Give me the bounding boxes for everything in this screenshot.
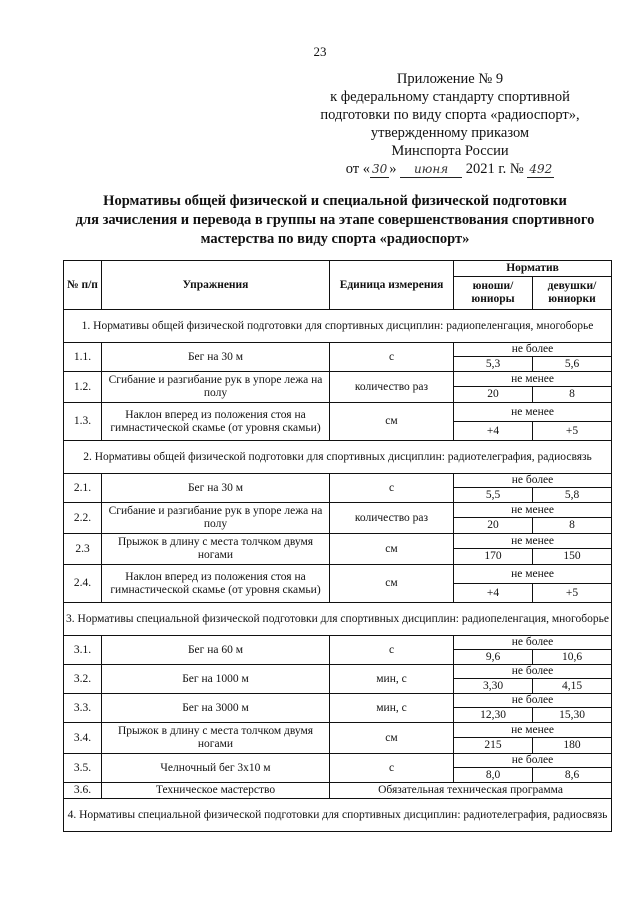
value-girls: 4,15 xyxy=(533,679,612,694)
value-girls: +5 xyxy=(533,584,612,603)
value-girls: 5,6 xyxy=(533,357,612,372)
value-boys: 5,3 xyxy=(454,357,533,372)
row-num: 3.6. xyxy=(64,783,102,799)
special-row xyxy=(64,783,612,799)
norm-row xyxy=(64,474,612,488)
row-condition: не менее xyxy=(454,503,612,518)
row-unit: с xyxy=(330,474,454,503)
appendix-line: подготовки по виду спорта «радиоспорт», xyxy=(320,107,580,123)
row-num: 2.3 xyxy=(64,534,102,565)
norm-row xyxy=(64,565,612,584)
row-exercise: Прыжок в длину с места толчком двумя ногами xyxy=(102,534,330,565)
value-boys: 12,30 xyxy=(454,708,533,723)
row-num: 2.1. xyxy=(64,474,102,503)
value-girls: 150 xyxy=(533,549,612,565)
section-title: 2. Нормативы общей физической подготовки для спортивных дисциплин: радиотелеграфия, радиосвязь xyxy=(64,441,612,474)
date-year: 2021 г. № xyxy=(465,161,524,177)
row-exercise: Наклон вперед из положения стоя на гимнастической скамье (от уровня скамьи) xyxy=(102,403,330,441)
norm-row xyxy=(64,503,612,518)
header-row xyxy=(64,261,612,277)
row-exercise: Бег на 60 м xyxy=(102,636,330,665)
norm-row xyxy=(64,403,612,422)
row-unit: с xyxy=(330,754,454,783)
value-boys: 3,30 xyxy=(454,679,533,694)
row-condition: не менее xyxy=(454,372,612,387)
value-boys: 170 xyxy=(454,549,533,565)
row-num: 3.5. xyxy=(64,754,102,783)
value-girls: 15,30 xyxy=(533,708,612,723)
value-boys: 9,6 xyxy=(454,650,533,665)
value-girls: 8 xyxy=(533,387,612,403)
document-title xyxy=(60,192,610,249)
norm-row xyxy=(64,636,612,650)
row-condition: не менее xyxy=(454,403,612,422)
row-condition: не более xyxy=(454,636,612,650)
value-girls: 180 xyxy=(533,738,612,754)
row-exercise: Бег на 30 м xyxy=(102,343,330,372)
handwritten-month: июня xyxy=(400,162,462,178)
row-exercise: Сгибание и разгибание рук в упоре лежа на полу xyxy=(102,503,330,534)
value-boys: 20 xyxy=(454,387,533,403)
row-num: 3.3. xyxy=(64,694,102,723)
row-condition: не более xyxy=(454,343,612,357)
row-unit: см xyxy=(330,403,454,441)
row-exercise: Прыжок в длину с места толчком двумя ногами xyxy=(102,723,330,754)
norm-row xyxy=(64,754,612,768)
value-boys: 5,5 xyxy=(454,488,533,503)
row-unit: см xyxy=(330,565,454,603)
header-unit: Единица измерения xyxy=(330,261,454,310)
row-unit: количество раз xyxy=(330,372,454,403)
section-title: 1. Нормативы общей физической подготовки для спортивных дисциплин: радиопеленгация, многоборье xyxy=(64,310,612,343)
row-condition: не более xyxy=(454,474,612,488)
row-num: 3.4. xyxy=(64,723,102,754)
row-exercise: Бег на 1000 м xyxy=(102,665,330,694)
norms-table xyxy=(63,260,612,832)
row-exercise: Челночный бег 3x10 м xyxy=(102,754,330,783)
page-number: 23 xyxy=(313,44,327,59)
value-girls: 8 xyxy=(533,518,612,534)
value-girls: 10,6 xyxy=(533,650,612,665)
row-unit: с xyxy=(330,636,454,665)
date-mid: » xyxy=(389,161,397,177)
row-exercise: Бег на 30 м xyxy=(102,474,330,503)
norm-row xyxy=(64,372,612,387)
appendix-block xyxy=(300,70,600,178)
row-unit: с xyxy=(330,343,454,372)
row-condition: не более xyxy=(454,665,612,679)
norm-row xyxy=(64,343,612,357)
row-unit: см xyxy=(330,534,454,565)
row-program: Обязательная техническая программа xyxy=(330,783,612,799)
date-prefix: от « xyxy=(345,161,370,177)
section-header-row xyxy=(64,603,612,636)
row-condition: не более xyxy=(454,694,612,708)
section-title: 3. Нормативы специальной физической подготовки для спортивных дисциплин: радиопеленгация, многоборье xyxy=(64,603,612,636)
row-num: 3.2. xyxy=(64,665,102,694)
title-line: мастерства по виду спорта «радиоспорт» xyxy=(200,231,470,247)
norm-row xyxy=(64,665,612,679)
value-boys: +4 xyxy=(454,584,533,603)
value-girls: 5,8 xyxy=(533,488,612,503)
row-condition: не менее xyxy=(454,565,612,584)
section-header-row xyxy=(64,310,612,343)
order-date-line xyxy=(300,160,600,178)
row-unit: см xyxy=(330,723,454,754)
header-girls: девушки/ юниорки xyxy=(533,277,612,310)
value-boys: +4 xyxy=(454,422,533,441)
row-condition: не менее xyxy=(454,534,612,549)
header-boys: юноши/ юниоры xyxy=(454,277,533,310)
section-header-row xyxy=(64,799,612,832)
appendix-line: утвержденному приказом xyxy=(370,125,530,141)
appendix-line: Приложение № 9 xyxy=(396,71,504,87)
handwritten-order-number: 492 xyxy=(529,162,553,176)
row-exercise: Сгибание и разгибание рук в упоре лежа на полу xyxy=(102,372,330,403)
row-unit: количество раз xyxy=(330,503,454,534)
section-title: 4. Нормативы специальной физической подготовки для спортивных дисциплин: радиотелеграфия, радиосвязь xyxy=(64,799,612,832)
norms-table-body xyxy=(64,261,612,832)
row-exercise: Бег на 3000 м xyxy=(102,694,330,723)
value-girls: 8,6 xyxy=(533,768,612,783)
value-boys: 8,0 xyxy=(454,768,533,783)
title-line: для зачисления и перевода в группы на этапе совершенствования спортивного xyxy=(75,212,595,228)
row-num: 2.4. xyxy=(64,565,102,603)
norm-row xyxy=(64,694,612,708)
title-line: Нормативы общей физической и специальной физической подготовки xyxy=(103,193,567,209)
row-num: 1.1. xyxy=(64,343,102,372)
header-exercise: Упражнения xyxy=(102,261,330,310)
row-unit: мин, с xyxy=(330,694,454,723)
handwritten-day: 30 xyxy=(371,162,388,176)
value-girls: +5 xyxy=(533,422,612,441)
row-num: 2.2. xyxy=(64,503,102,534)
row-condition: не менее xyxy=(454,723,612,738)
row-num: 3.1. xyxy=(64,636,102,665)
section-header-row xyxy=(64,441,612,474)
header-norm: Норматив xyxy=(454,261,612,277)
value-boys: 20 xyxy=(454,518,533,534)
row-unit: мин, с xyxy=(330,665,454,694)
row-num: 1.3. xyxy=(64,403,102,441)
row-condition: не более xyxy=(454,754,612,768)
value-boys: 215 xyxy=(454,738,533,754)
row-exercise: Техническое мастерство xyxy=(102,783,330,799)
norm-row xyxy=(64,534,612,549)
row-num: 1.2. xyxy=(64,372,102,403)
header-num: № п/п xyxy=(64,261,102,310)
row-exercise: Наклон вперед из положения стоя на гимнастической скамье (от уровня скамьи) xyxy=(102,565,330,603)
appendix-line: Минспорта России xyxy=(391,143,509,159)
norm-row xyxy=(64,723,612,738)
appendix-line: к федеральному стандарту спортивной xyxy=(330,89,570,105)
